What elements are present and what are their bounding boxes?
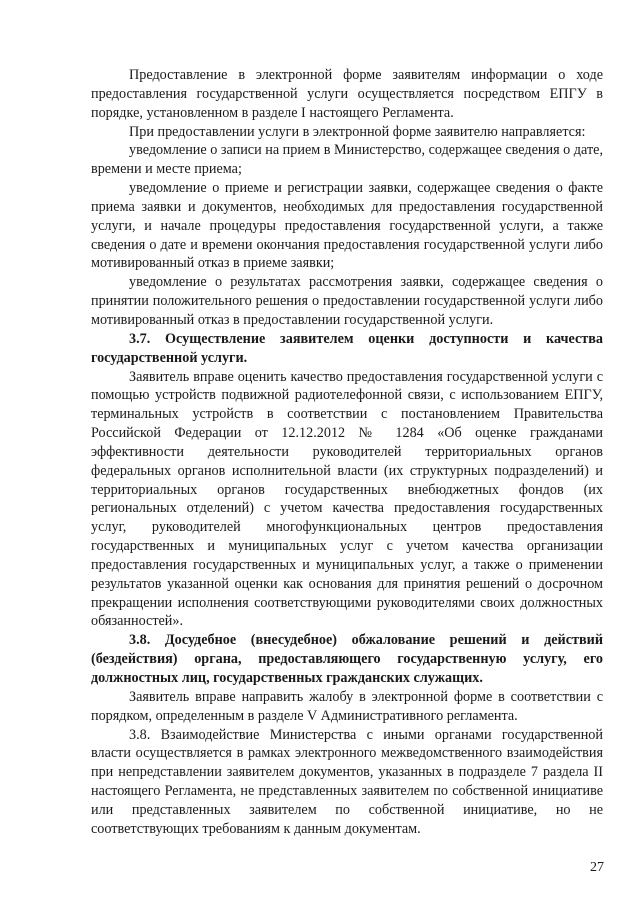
document-body <box>91 66 603 839</box>
section-heading-3-7: 3.7. Осуществление заявителем оценки доступности и качества государственной услуги. <box>91 330 603 366</box>
paragraph-result-notice: уведомление о результатах рассмотрения заявки, содержащее сведения о принятии положительного решения о предоставлении государственной услуги либо мотивированный отказ в предоставлении государственной услуги. <box>91 274 603 328</box>
paragraph-quality-assessment: Заявитель вправе оценить качество предоставления государственной услуги с помощью устройств подвижной радиотелефонной связи, с использованием ЕПГУ, терминальных устройств в соответствии с постановлением Правительства Российской Федерации от 12.12.2012 № 1284 «Об оценке гражданами эффективности деятельности руководителей территориальных органов федеральных органов исполнительной власти (их структурных подразделений) и территориальных органов государственных внебюджетных фондов (их региональных отделений) с учетом качества предоставления государственных услуг, руководителей многофункциональных центров предоставления государственных и муниципальных услуг с учетом качества организации предоставления государственных и муниципальных услуг, а также о применении результатов указанной оценки как основания для принятия решений о досрочном прекращении исполнения соответствующими руководителями своих должностных обязанностей». <box>91 368 603 630</box>
paragraph-notifications-intro: При предоставлении услуги в электронной форме заявителю направляется: <box>129 123 586 140</box>
section-heading-3-8-appeal: 3.8. Досудебное (внесудебное) обжалование решений и действий (бездействия) органа, предоставляющего государственную услугу, его должностных лиц, государственных гражданских служащих. <box>91 632 603 686</box>
page-number: 27 <box>590 860 604 875</box>
paragraph-appointment-notice: уведомление о записи на прием в Министерство, содержащее сведения о дате, времени и месте приема; <box>91 142 603 178</box>
paragraph-interagency: 3.8. Взаимодействие Министерства с иными органами государственной власти осуществляется в рамках электронного межведомственного взаимодействия при непредставлении заявителем документов, указанных в подразделе 7 раздела II настоящего Регламента, не представленных заявителем по собственной инициативе или представленных заявителем по собственной инициативе, но не соответствующих требованиям к данным документам. <box>91 726 603 837</box>
paragraph-registration-notice: уведомление о приеме и регистрации заявки, содержащее сведения о факте приема заявки и документов, необходимых для предоставления государственной услуги, и начале процедуры предоставления государственной услуги, а также сведения о дате и времени окончания предоставления государственной услуги либо мотивированный отказ в приеме заявки; <box>91 180 603 272</box>
paragraph-complaint: Заявитель вправе направить жалобу в электронной форме в соответствии с порядком, определенным в разделе V Административного регламента. <box>91 688 603 724</box>
paragraph-ep-info: Предоставление в электронной форме заявителям информации о ходе предоставления государственной услуги осуществляется посредством ЕПГУ в порядке, установленном в разделе I настоящего Регламента. <box>91 67 603 121</box>
